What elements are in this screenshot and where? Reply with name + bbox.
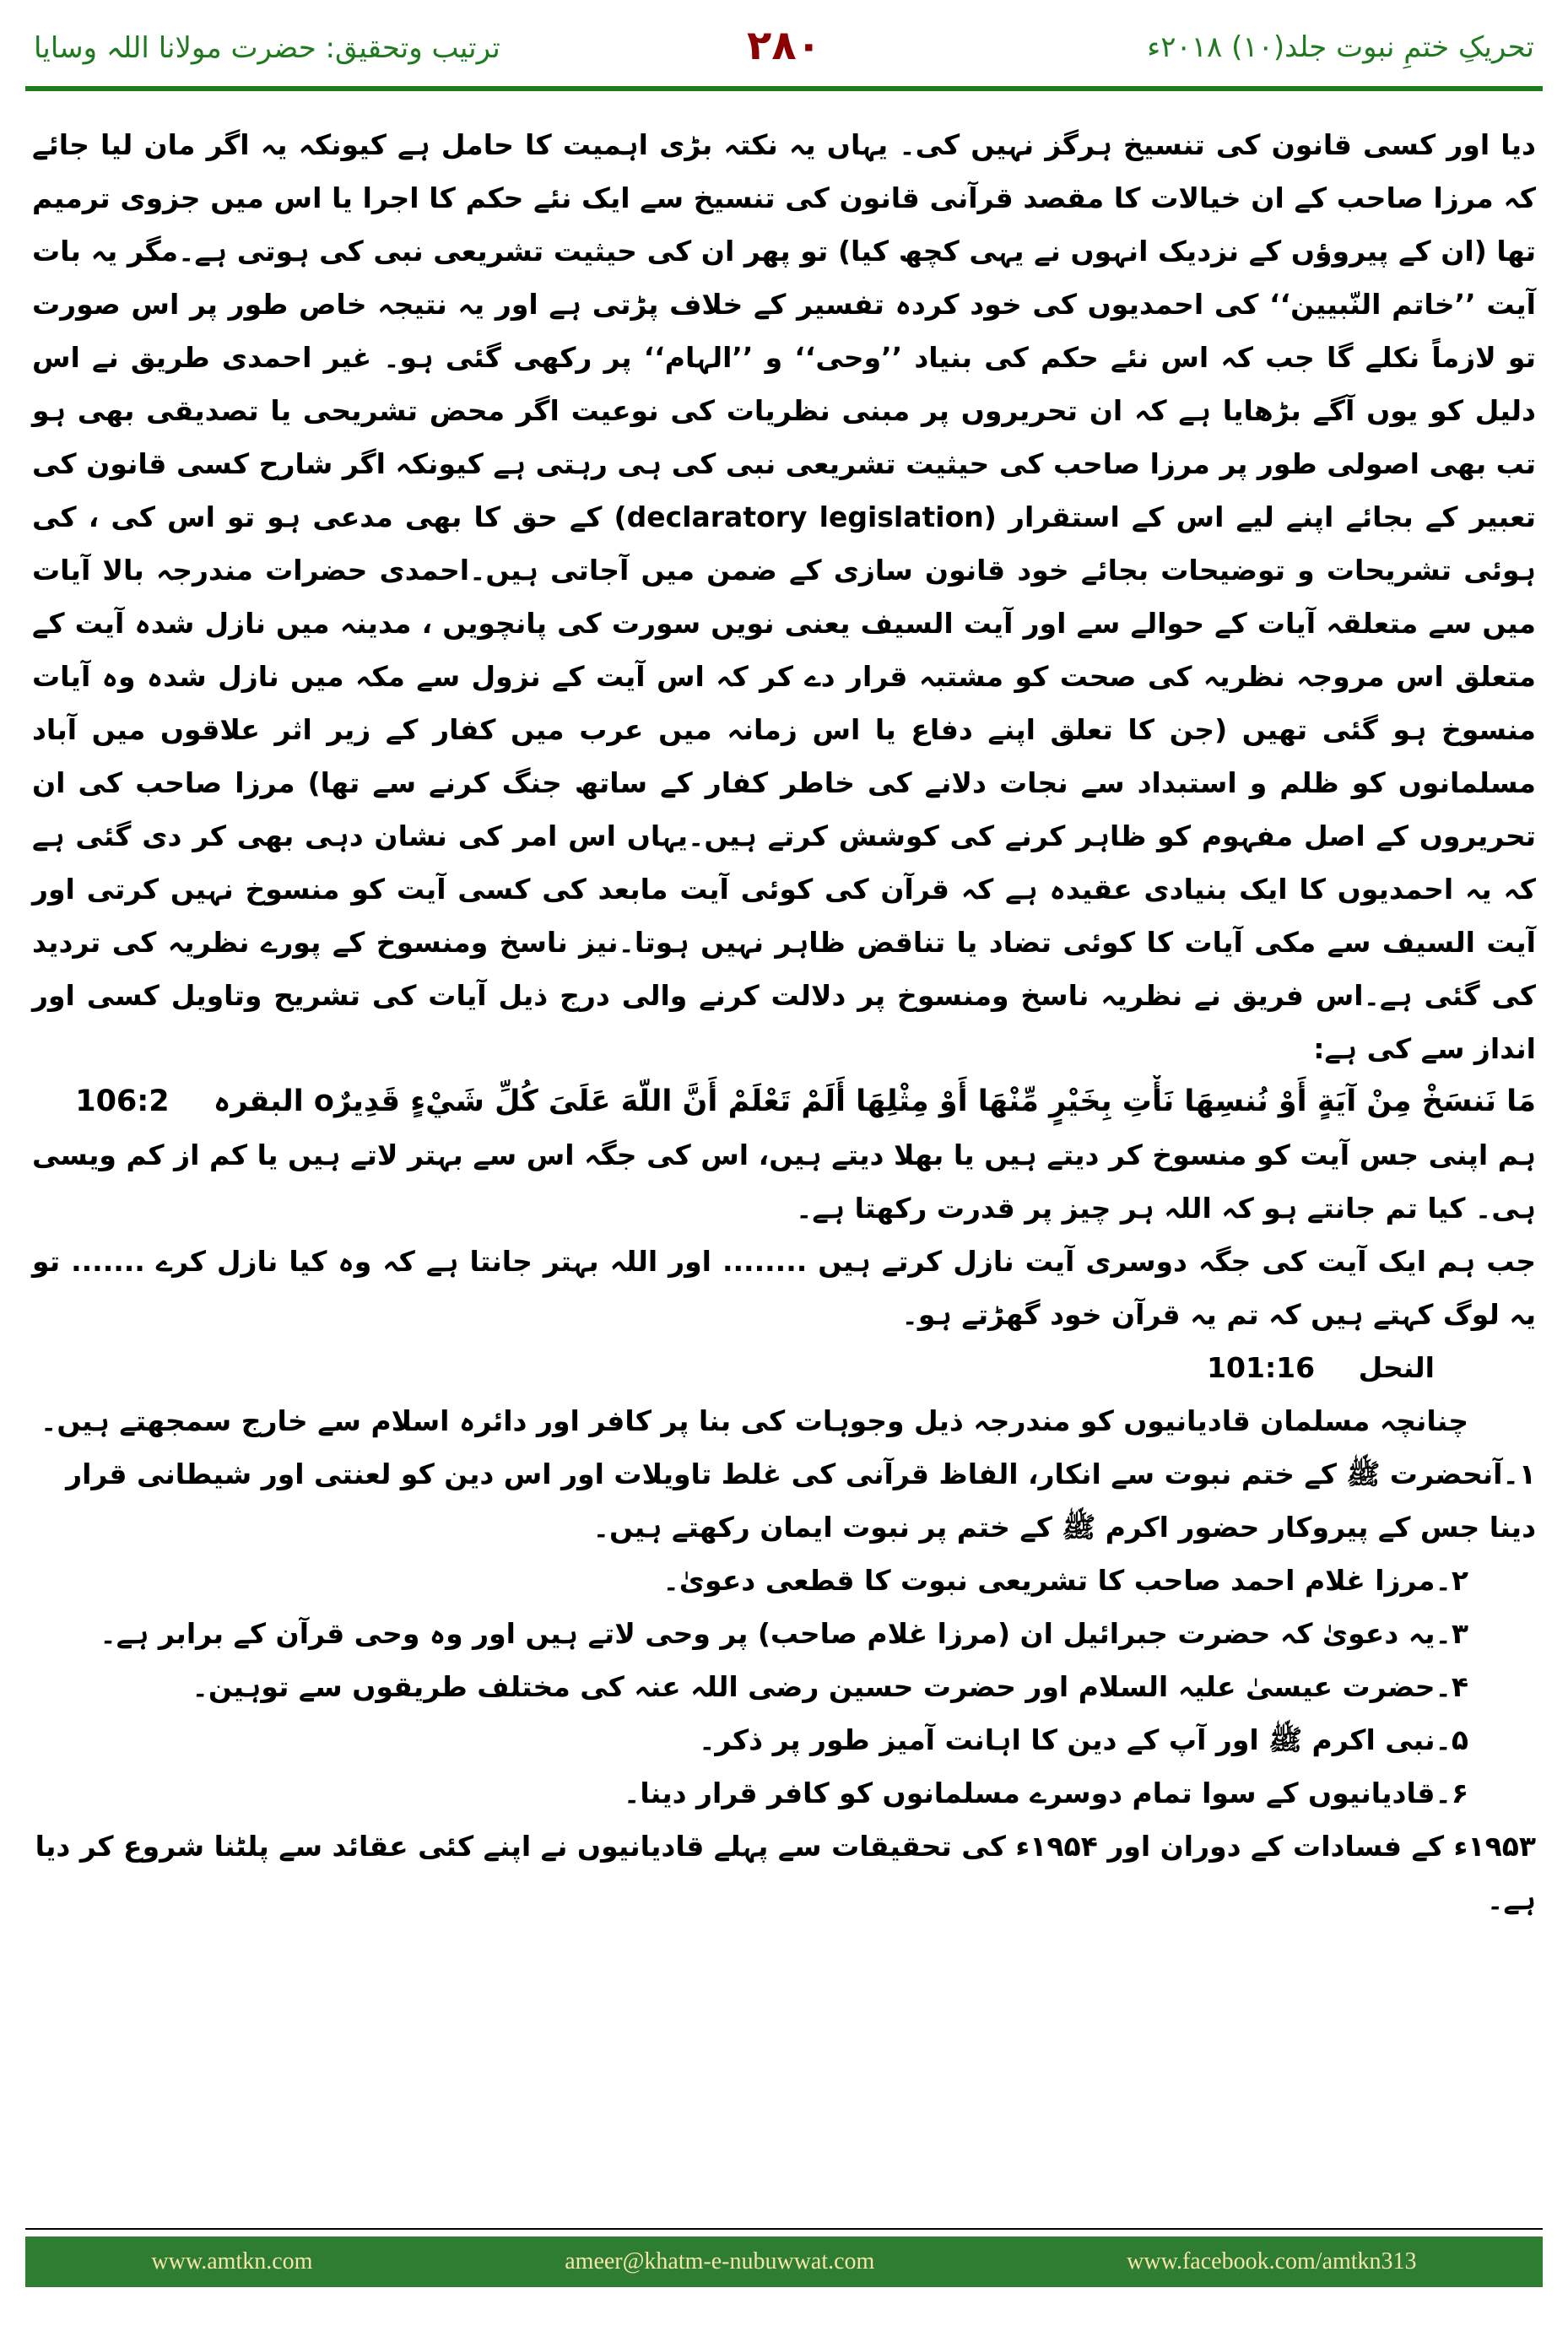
verse-arabic: مَا نَنسَخْ مِنْ آيَةٍ أَوْ نُنسِهَا نَأْتِ بِخَيْرٍ مِّنْهَا أَوْ مِثْلِهَا أَلَمْ تَعْلَمْ أَنَّ اللّهَ عَلَىَ كُلِّ شَيْءٍ قَدِيرٌo bbox=[313, 1084, 1536, 1118]
list-item: ۳۔یہ دعویٰ کہ حضرت جبرائیل ان (مرزا غلام صاحب) پر وحی لاتے ہیں اور وہ وحی قرآن کے برابر ہے۔ bbox=[100, 1617, 1468, 1650]
quran-verse-baqarah bbox=[32, 1075, 1536, 1128]
email-link[interactable]: ameer@khatm-e-nubuwwat.com bbox=[565, 2248, 875, 2274]
footer-divider bbox=[25, 2228, 1543, 2230]
verse-surah-name: البقرہ bbox=[213, 1084, 304, 1118]
list-item: ۶۔قادیانیوں کے سوا تمام دوسرے مسلمانوں کو کافر قرار دینا۔ bbox=[624, 1777, 1468, 1809]
verse-reference: 101:16 bbox=[1207, 1351, 1316, 1384]
list-item: ۵۔نبی اکرم ﷺ اور آپ کے دین کا اہانت آمیز طور پر ذکر۔ bbox=[699, 1723, 1468, 1756]
book-title: تحریکِ ختمِ نبوت جلد(۱۰) ۲۰۱۸ء bbox=[1147, 30, 1534, 64]
verse-translation-nahl: جب ہم ایک آیت کی جگہ دوسری آیت نازل کرتے ہیں ........ اور اللہ بہتر جانتا ہے کہ وہ کیا نازل کرے ....... تو یہ لوگ کہتے ہیں کہ تم یہ قرآن خود گھڑتے ہو۔ bbox=[32, 1245, 1536, 1331]
page-content bbox=[32, 118, 1536, 1926]
list-item: ۱۔آنحضرت ﷺ کے ختم نبوت سے انکار، الفاظ قرآنی کی غلط تاویلات اور اس دین کو لعنتی اور شیطانی قرار دینا جس کے پیروکار حضور اکرم ﷺ کے ختم پر نبوت ایمان رکھتے ہیں۔ bbox=[66, 1458, 1536, 1544]
website-link[interactable]: www.amtkn.com bbox=[151, 2248, 313, 2274]
main-paragraph: دیا اور کسی قانون کی تنسیخ ہرگز نہیں کی۔ یہاں یہ نکتہ بڑی اہمیت کا حامل ہے کیونکہ یہ اگر مان لیا جائے کہ مرزا صاحب کے ان خیالات کا مقصد قرآنی قانون کی تنسیخ سے ایک نئے حکم کا اجرا یا اس میں جزوی ترمیم تھا (ان کے پیروؤں کے نزدیک انہوں نے یہی کچھ کیا) تو پھر ان کی حیثیت تشریعی نبی کی ہوتی ہے۔مگر یہ بات آیت ’’خاتم النّبیین‘‘ کی احمدیوں کی خود کردہ تفسیر کے خلاف پڑتی ہے اور یہ نتیجہ خاص طور پر اس صورت تو لازماً نکلے گا جب کہ اس نئے حکم کی بنیاد ’’وحی‘‘ و ’’الہام‘‘ پر رکھی گئی ہو۔ غیر احمدی طریق نے اس دلیل کو یوں آگے بڑھایا ہے کہ ان تحریروں پر مبنی نظریات کی نوعیت اگر محض تشریحی یا تصدیقی بھی ہو تب بھی اصولی طور پر مرزا صاحب کی حیثیت تشریعی نبی کی ہی رہتی ہے کیونکہ اگر شارح کسی قانون کی تعبیر کے بجائے اپنے لیے اس کے استقرار (declaratory legislation) کے حق کا بھی مدعی ہو تو اس کی ، کی ہوئی تشریحات و توضیحات بجائے خود قانون سازی کے ضمن میں آجاتی ہیں۔احمدی حضرات مندرجہ بالا آیات میں سے متعلقہ آیات کے حوالے سے اور آیت السیف یعنی نویں سورت کی پانچویں ، مدینہ میں نازل شدہ آیت کے متعلق اس مروجہ نظریہ کی صحت کو مشتبہ قرار دے کر کہ اس آیت کے نزول سے مکہ میں نازل شدہ وہ آیات منسوخ ہو گئی تھیں (جن کا تعلق اپنے دفاع یا اس زمانہ میں عرب میں کفار کے زیر اثر علاقوں میں آباد مسلمانوں کو ظلم و استبداد سے نجات دلانے کی خاطر کفار کے ساتھ جنگ کرنے سے تھا) مرزا صاحب کی ان تحریروں کے اصل مفہوم کو ظاہر کرنے کی کوشش کرتے ہیں۔یہاں اس امر کی نشان دہی بھی کر دی گئی ہے کہ یہ احمدیوں کا ایک بنیادی عقیدہ ہے کہ قرآن کی کوئی آیت مابعد کی کسی آیت کو منسوخ نہیں کرتی اور آیت السیف سے مکی آیات کا کوئی تضاد یا تناقض ظاہر نہیں ہوتا۔نیز ناسخ ومنسوخ کے پورے نظریہ کی تردید کی گئی ہے۔اس فریق نے نظریہ ناسخ ومنسوخ پر دلالت کرنے والی درج ذیل آیات کی تشریح وتاویل کسی اور انداز سے کی ہے: bbox=[32, 128, 1536, 1065]
verse-surah-name: النحل bbox=[1358, 1351, 1435, 1384]
list-item: ۴۔حضرت عیسیٰ علیہ السلام اور حضرت حسین رضی اللہ عنہ کی مختلف طریقوں سے توہین۔ bbox=[192, 1670, 1468, 1703]
verse-translation-baqarah: ہم اپنی جس آیت کو منسوخ کر دیتے ہیں یا بھلا دیتے ہیں، اس کی جگہ اس سے بہتر لاتے ہیں یا کم از کم ویسی ہی۔ کیا تم جانتے ہو کہ اللہ ہر چیز پر قدرت رکھتا ہے۔ bbox=[32, 1139, 1536, 1225]
compiler-credit: ترتیب وتحقیق: حضرت مولانا اللہ وسایا bbox=[34, 31, 500, 65]
page-number: ۲۸۰ bbox=[747, 22, 821, 69]
page-footer bbox=[25, 2237, 1543, 2287]
list-item: ۲۔مرزا غلام احمد صاحب کا تشریعی نبوت کا قطعی دعویٰ۔ bbox=[662, 1564, 1468, 1597]
reasons-list bbox=[32, 1447, 1536, 1820]
header-divider bbox=[25, 86, 1543, 91]
closing-paragraph: ۱۹۵۳ء کے فسادات کے دوران اور ۱۹۵۴ء کی تحقیقات سے پہلے قادیانیوں نے اپنے کئی عقائد سے پلٹنا شروع کر دیا ہے۔ bbox=[35, 1830, 1536, 1916]
facebook-link[interactable]: www.facebook.com/amtkn313 bbox=[1127, 2248, 1417, 2274]
page-header bbox=[25, 24, 1543, 74]
nahl-reference-line bbox=[32, 1341, 1536, 1394]
list-intro: چنانچہ مسلمان قادیانیوں کو مندرجہ ذیل وجوہات کی بنا پر کافر اور دائرہ اسلام سے خارج سمجھتے ہیں۔ bbox=[40, 1404, 1468, 1437]
verse-reference: 106:2 bbox=[75, 1084, 170, 1118]
